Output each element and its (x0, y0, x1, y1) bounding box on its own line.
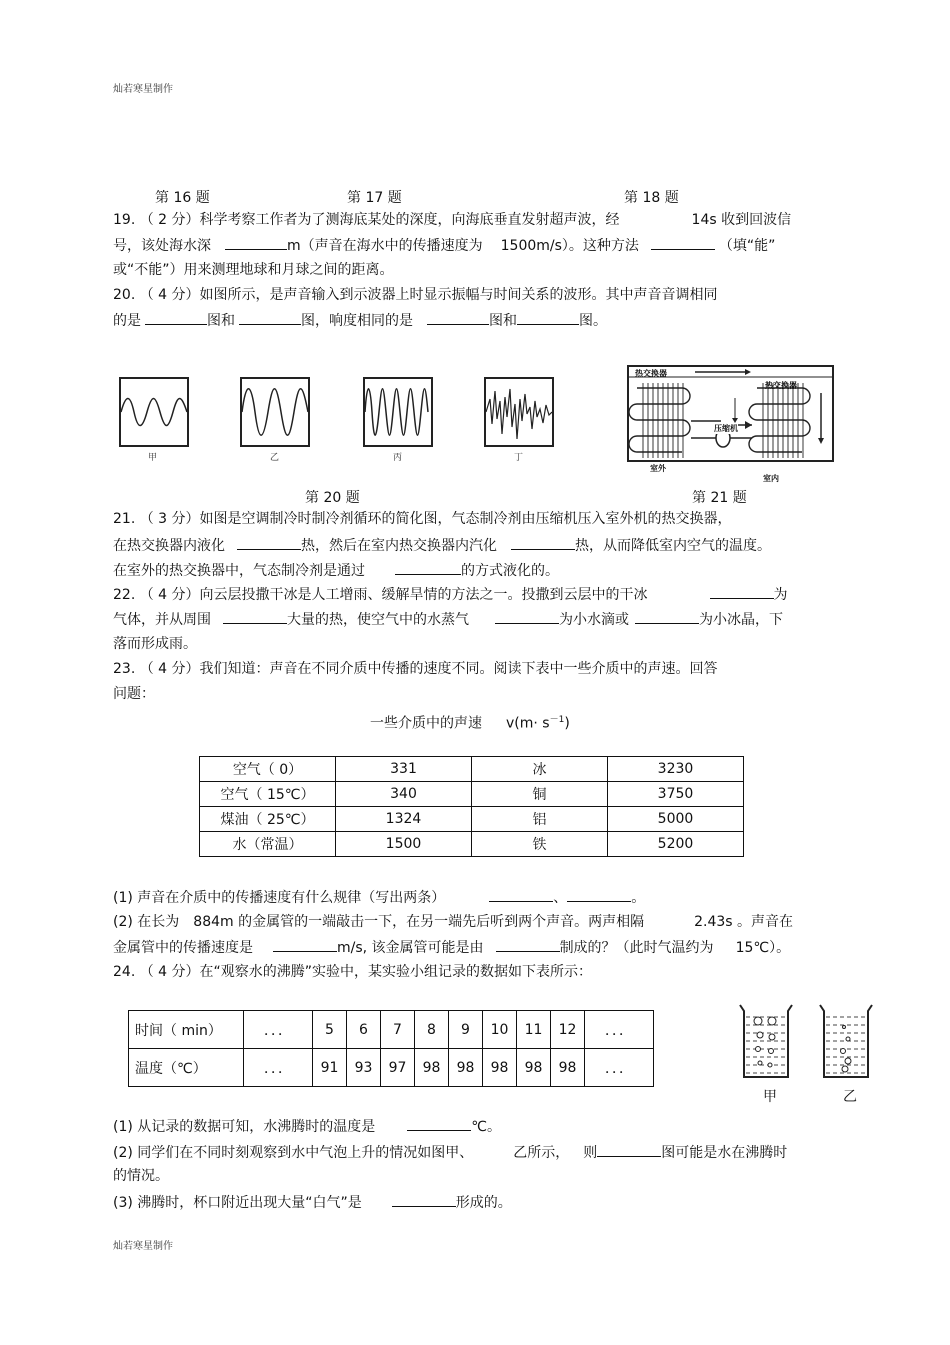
boiling-data-table (128, 1010, 654, 1087)
sine-high-amp-icon (242, 379, 308, 445)
fig-label-21: 第 21 题 (692, 490, 747, 506)
waveform-yi (240, 377, 310, 447)
q20-line1: 20. （ 4 分）如图所示，是声音输入到示波器上时显示振幅与时间关系的波形。其中声音音调相同 (113, 287, 718, 303)
q23-blank-4[interactable] (496, 937, 560, 952)
q20-blank-1[interactable] (145, 310, 207, 325)
outdoor-label: 室外 (650, 464, 666, 473)
q24-part1: (1) 从记录的数据可知，水沸腾时的温度是 ℃。 (113, 1116, 501, 1137)
q24-part2: (2) 同学们在不同时刻观察到水中气泡上升的情况如图甲、 乙所示， 则 图可能是水在沸腾时 (113, 1142, 787, 1163)
q23-part1: (1) 声音在介质中的传播速度有什么规律（写出两条） 、 。 (113, 887, 645, 908)
waveform-label-jia: 甲 (148, 453, 158, 463)
q23-line1: 23. （ 4 分）我们知道：声音在不同介质中传播的速度不同。阅读下表中一些介质中的声速。回答 (113, 661, 718, 677)
page-header: 灿若寒星制作 (113, 84, 173, 95)
sound-speed-table (199, 756, 744, 857)
table-row: 水（常温） 1500 铁 5200 (200, 832, 744, 857)
q21-line1: 21. （ 3 分）如图是空调制冷时制冷剂循环的简化图，气态制冷剂由压缩机压入室外机的热交换器， (113, 511, 732, 527)
q21-line3: 在室外的热交换器中，气态制冷剂是通过 的方式液化的。 (113, 560, 559, 581)
sine-high-freq-icon (365, 379, 431, 445)
fig-label-20: 第 20 题 (305, 490, 360, 506)
hx-outdoor-label: 热交换器 (635, 369, 667, 378)
table-row: 煤油（ 25℃） 1324 铝 5000 (200, 807, 744, 832)
q21-blank-3[interactable] (395, 560, 461, 575)
q19-blank-depth[interactable] (225, 235, 287, 250)
fig-label-17: 第 17 题 (347, 190, 402, 206)
q24-part3: (3) 沸腾时，杯口附近出现大量“白气”是 形成的。 (113, 1192, 512, 1213)
q21-line2: 在热交换器内液化 热，然后在室内热交换器内汽化 热，从而降低室内空气的温度。 (113, 535, 771, 556)
q20-blank-4[interactable] (517, 310, 579, 325)
q19-line1: 19. （ 2 分）科学考察工作者为了测海底某处的深度，向海底垂直发射超声波，经 14s 收到回波信 (113, 212, 792, 228)
q19-line2: 号，该处海水深 m（声音在海水中的传播速度为 1500m/s）。这种方法 （填“能” (113, 235, 775, 256)
waveform-ding (484, 377, 554, 447)
noise-wave-icon (486, 379, 552, 445)
waveform-label-yi: 乙 (270, 453, 280, 463)
q23-blank-2[interactable] (567, 887, 631, 902)
beaker-yi (818, 1003, 874, 1081)
q19-line3: 或“不能”）用来测理地球和月球之间的距离。 (113, 262, 394, 278)
ac-diagram (625, 363, 837, 485)
table-row: 空气（ 15℃） 340 铜 3750 (200, 782, 744, 807)
waveform-label-bing: 丙 (393, 453, 403, 463)
q23-line2: 问题： (113, 686, 155, 702)
q21-blank-1[interactable] (237, 535, 301, 550)
q22-line2: 气体，并从周围 大量的热，使空气中的水蒸气 为小水滴或 为小冰晶，下 (113, 609, 783, 630)
fig-label-18: 第 18 题 (624, 190, 679, 206)
table-row: 时间（ min） ．．． 5 6 7 8 9 10 11 12 ．．． (129, 1011, 654, 1049)
q22-blank-4[interactable] (635, 609, 699, 624)
compressor-label: 压缩机 (714, 424, 738, 433)
fig-label-16: 第 16 题 (155, 190, 210, 206)
q24-blank-3[interactable] (392, 1192, 456, 1207)
beaker-jia (738, 1003, 794, 1081)
beaker-label-yi: 乙 (843, 1089, 857, 1105)
beaker-bubbles-growing-icon (738, 1003, 794, 1081)
beaker-bubbles-shrinking-icon (818, 1003, 874, 1081)
table-row: 空气（ 0） 331 冰 3230 (200, 757, 744, 782)
q20-blank-3[interactable] (427, 310, 489, 325)
q22-line1: 22. （ 4 分）向云层投撒干冰是人工增雨、缓解旱情的方法之一。投撒到云层中的干冰 为 (113, 584, 788, 605)
q24-blank-2[interactable] (597, 1142, 661, 1157)
q22-line3: 落而形成雨。 (113, 636, 197, 652)
hx-indoor-label: 热交换器 (765, 381, 797, 390)
q20-line2: 的是 图和 图，响度相同的是 图和 图。 (113, 310, 607, 331)
q23-blank-1[interactable] (489, 887, 553, 902)
q24-part2-cont: 的情况。 (113, 1168, 169, 1184)
q22-blank-2[interactable] (223, 609, 287, 624)
page-footer: 灿若寒星制作 (113, 1241, 173, 1252)
q22-blank-3[interactable] (495, 609, 559, 624)
q19-blank-method[interactable] (651, 235, 715, 250)
waveform-bing (363, 377, 433, 447)
indoor-label: 室内 (763, 474, 779, 483)
q20-blank-2[interactable] (239, 310, 301, 325)
beaker-label-jia: 甲 (763, 1089, 777, 1105)
q23-part2-cont: 金属管中的传播速度是 m/s, 该金属管可能是由 制成的？（此时气温约为 15℃）。 (113, 937, 790, 958)
q23-part2: (2) 在长为 884m 的金属管的一端敲击一下，在另一端先后听到两个声音。两声相隔 2.43s 。声音在 (113, 914, 794, 930)
q24-blank-1[interactable] (407, 1116, 471, 1131)
waveform-jia (119, 377, 189, 447)
q21-blank-2[interactable] (511, 535, 575, 550)
sound-speed-table-caption: 一些介质中的声速 $v(m\cdot s^{-1})$ (370, 715, 570, 732)
q22-blank-1[interactable] (710, 584, 774, 599)
table-row: 温度（℃） ．．． 91 93 97 98 98 98 98 98 ．．． (129, 1049, 654, 1087)
q23-blank-3[interactable] (273, 937, 337, 952)
waveform-label-ding: 丁 (514, 453, 524, 463)
sine-low-freq-icon (121, 379, 187, 445)
q24-line1: 24. （ 4 分）在“观察水的沸腾”实验中，某实验小组记录的数据如下表所示： (113, 964, 593, 980)
